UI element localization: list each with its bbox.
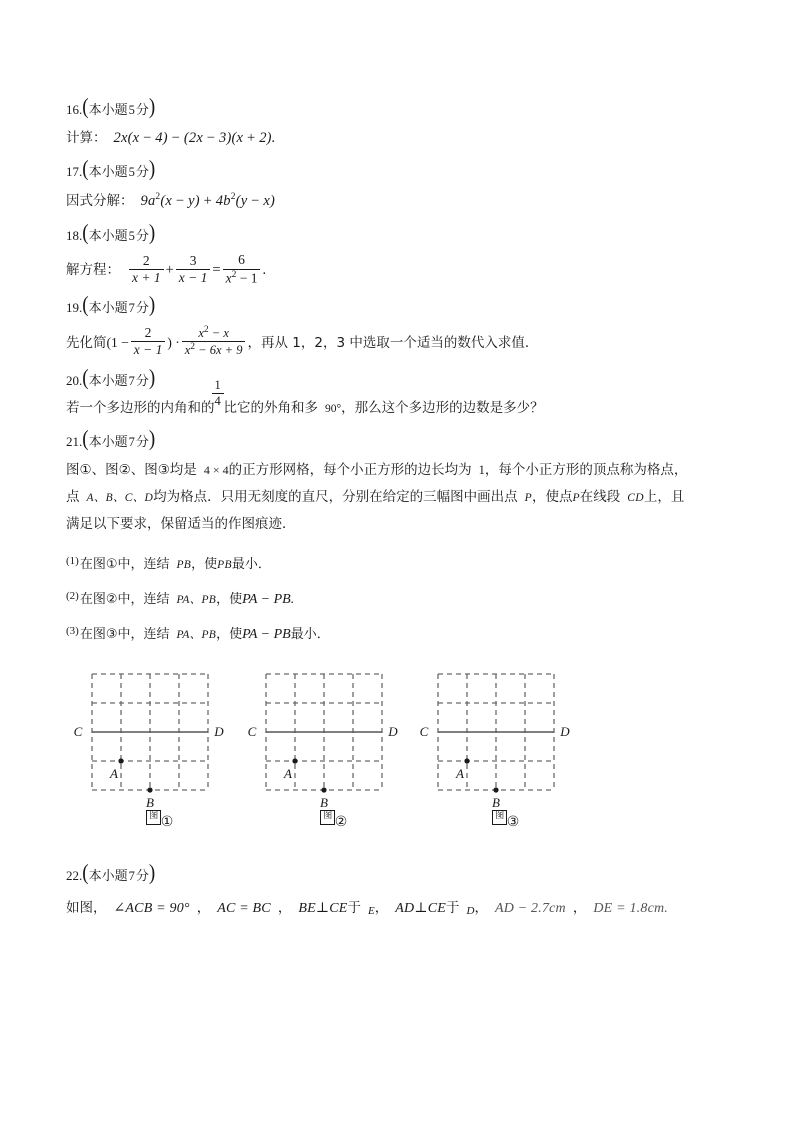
figure-3 [418, 662, 593, 842]
line2-segment-cd: CD [627, 491, 644, 504]
problem-21-heading [66, 427, 734, 455]
line1-part-a: 图①、图②、图③均是 [66, 461, 197, 478]
figure-2-label-d: D [388, 723, 398, 739]
fraction-2 [176, 254, 211, 285]
line1-part-b: 的正方形网格，每个小正方形的边长均为 [228, 461, 472, 478]
q22-condition-3-yu: 于 [347, 899, 362, 916]
q22-condition-4: AD⊥CE [395, 900, 446, 916]
document-content [66, 95, 734, 919]
problem-21-head-prefix: 本小题 [88, 434, 128, 450]
problem-16-head-suffix: 分 [135, 103, 149, 118]
problem-22-head-prefix: 本小题 [88, 868, 128, 884]
line2-point-p2: P [572, 491, 580, 504]
figure-2-label-b: B [320, 794, 328, 810]
subitem-math-a: PA、PB [176, 628, 217, 641]
line2-points: A、B、C、D [86, 491, 154, 504]
problem-19-body [66, 324, 734, 359]
figure-3-svg [418, 662, 593, 812]
problem-19-score: 7 [128, 301, 135, 316]
subitem-text-b: ，使 [191, 556, 218, 572]
problem-16-expression: 2x(x − 4) − (2x − 3)(x + 2). [113, 129, 276, 146]
problem-16-score: 5 [128, 103, 135, 117]
figure-1-svg [72, 662, 247, 812]
subitem-text-c: 最小． [290, 626, 330, 642]
problem-16-head-prefix: 本小题 [88, 103, 128, 118]
problem-21-paragraph-line-1 [66, 461, 734, 479]
problem-18-score: 5 [128, 228, 135, 243]
problem-19-head-suffix: 分 [135, 301, 149, 317]
problem-17-heading [66, 157, 734, 185]
subitem-text-a: 在图②中，连结 [79, 591, 170, 607]
q22-sep-5: ， [572, 899, 587, 916]
figure-2-label-c: C [247, 723, 257, 739]
problem-17-head-prefix: 本小题 [88, 165, 128, 181]
subitem-marker: (1) [66, 554, 79, 567]
q22-condition-3: BE⊥CE [298, 900, 348, 916]
problem-18-number: 18. [66, 227, 83, 243]
problem-20-head-suffix: 分 [135, 373, 149, 389]
paren-close: ) [148, 293, 156, 318]
line1-math: 4 × 4 [203, 462, 229, 477]
subitem-text-b: ，使 [216, 626, 243, 642]
figure-1-label-a: A [110, 765, 118, 781]
paren-open: ( [82, 157, 89, 182]
line2-point-p: P [524, 491, 532, 504]
tu-character: 图 [146, 810, 161, 825]
point-a-dot [118, 758, 123, 763]
problem-20-number: 20. [66, 372, 83, 388]
fraction-denominator: x − 1 [178, 269, 208, 285]
problem-18-head-suffix: 分 [135, 228, 149, 244]
expr-close: ) · [167, 334, 180, 350]
figure-1-caption [72, 810, 247, 830]
fraction-denominator: x − 1 [133, 342, 163, 358]
problem-21-subitem-1 [66, 554, 734, 574]
point-a-dot [292, 758, 297, 763]
subitem-math-b: PB [217, 558, 232, 571]
figure-3-number: ③ [506, 813, 520, 830]
tu-character: 图 [492, 810, 507, 825]
problem-21-paragraph-line-2 [66, 488, 734, 507]
figure-3-label-a: A [456, 765, 464, 781]
problem-21-subitem-2 [66, 589, 734, 609]
subitem-text-b: ，使 [216, 591, 243, 607]
point-a-dot [464, 758, 469, 763]
figure-3-caption [418, 810, 593, 830]
line2-part-c: ，使点 [531, 488, 573, 505]
paren-open: ( [82, 293, 89, 318]
figure-3-label-c: C [419, 723, 429, 739]
paren-open: ( [82, 95, 89, 120]
q22-condition-4-yu: 于 [445, 899, 460, 916]
line2-part-e: 上，且 [643, 488, 685, 505]
q22-text-start: 如图， [66, 899, 107, 916]
figure-2-svg [246, 662, 421, 812]
figure-2-label-a: A [284, 765, 292, 781]
problem-21-figures [66, 662, 734, 842]
fraction-3 [223, 253, 261, 285]
problem-19-tail: ，再从 1，2，3 中选取一个适当的数代入求值． [247, 334, 539, 351]
problem-22-number: 22. [66, 867, 83, 883]
problem-20-text-after: ，那么这个多边形的边数是多少？ [341, 400, 544, 417]
paren-close: ) [148, 95, 156, 120]
point-b-dot [493, 787, 498, 792]
operator-plus: + [165, 262, 174, 279]
problem-20-head-prefix: 本小题 [88, 373, 128, 389]
figure-3-label-b: B [492, 794, 500, 810]
figure-1-number: ① [160, 813, 174, 830]
problem-17-head-suffix: 分 [135, 165, 149, 181]
q22-sep-3: ， [374, 899, 389, 916]
subitem-math-b: PA − PB [242, 626, 291, 642]
problem-21-head-suffix: 分 [135, 434, 149, 450]
problem-21-number: 21. [66, 433, 83, 449]
q22-condition-5: AD − 2.7cm [494, 900, 566, 916]
q22-sep-2: ， [277, 899, 292, 916]
figure-1 [72, 662, 247, 842]
figure-2-caption [246, 810, 421, 830]
problem-20-score: 7 [128, 373, 135, 388]
problem-19-heading [66, 293, 734, 321]
problem-20-heading [66, 365, 734, 394]
problem-19-number: 19. [66, 300, 83, 316]
line3-text: 满足以下要求，保留适当的作图痕迹． [66, 516, 296, 533]
subitem-marker: (2) [66, 589, 79, 602]
q22-condition-1: ∠ACB = 90° [113, 900, 190, 916]
fraction-numerator: 3 [176, 254, 211, 270]
problem-17-body [66, 191, 734, 211]
fraction-numerator: 2 [129, 254, 164, 270]
subitem-marker: (3) [66, 624, 79, 637]
figure-1-label-d: D [214, 723, 224, 739]
angle-value: 90° [325, 403, 342, 416]
paren-close: ) [148, 220, 156, 245]
point-b-dot [147, 787, 152, 792]
paren-close: ) [148, 427, 156, 452]
fraction-numerator: 1 [212, 379, 224, 394]
line1-side-length: 1 [478, 462, 485, 477]
paren-open: ( [82, 220, 89, 245]
problem-22-body [66, 899, 734, 919]
problem-18-head-prefix: 本小题 [88, 228, 128, 244]
fraction-numerator: 6 [223, 253, 261, 269]
figure-1-label-c: C [73, 723, 83, 739]
problem-18-label: 解方程： [66, 262, 120, 279]
period: . [262, 262, 267, 279]
line1-part-d: ，每个小正方形的顶点称为格点， [484, 461, 688, 478]
subitem-text-a: 在图③中，连结 [79, 626, 170, 642]
point-b-dot [321, 787, 326, 792]
q22-point-d: D [466, 904, 475, 917]
q22-condition-6: DE = 1.8cm. [593, 900, 669, 916]
figure-2-number: ② [334, 813, 348, 830]
fraction-2 [182, 326, 246, 358]
problem-22-score: 7 [128, 868, 135, 883]
paren-open: ( [82, 427, 89, 452]
q22-sep-4: ， [474, 899, 488, 916]
figure-1-label-b: B [146, 794, 154, 810]
problem-17-expression: $9a^2(x - y) + 4b^2(y - x)$ [140, 192, 276, 209]
paren-open: ( [82, 861, 89, 886]
fraction-denominator: 4 [214, 393, 221, 408]
problem-19-label: 先化简 [66, 334, 107, 351]
problem-18-body [66, 254, 734, 286]
problem-16-number: 16. [66, 102, 83, 117]
problem-21-subitem-3 [66, 624, 734, 644]
subitem-text-c: 最小． [231, 556, 271, 572]
fraction-denominator: $x^2 - 1$ [225, 269, 258, 286]
q22-point-e: E [368, 904, 375, 917]
figure-2 [246, 662, 421, 842]
figure-3-label-d: D [560, 723, 570, 739]
fraction-1 [131, 326, 166, 357]
subitem-math-a: PA、PB [176, 593, 217, 606]
line2-part-b: 均为格点．只用无刻度的直尺，分别在给定的三幅图中画出点 [153, 488, 518, 505]
problem-17-label: 因式分解： [66, 192, 134, 209]
subitem-math-b: PA − PB. [242, 591, 295, 607]
problem-21-paragraph-line-3 [66, 515, 734, 533]
problem-17-score: 5 [128, 165, 135, 180]
fraction-1 [129, 254, 164, 285]
problem-17-number: 17. [66, 164, 83, 180]
subitem-text-a: 在图①中，连结 [79, 556, 170, 572]
problem-16-heading [66, 95, 734, 123]
fraction-numerator: 2 [131, 326, 166, 342]
line2-part-d: 在线段 [579, 488, 621, 505]
problem-22-heading [66, 861, 734, 889]
paren-close: ) [148, 365, 156, 390]
fraction-denominator: x + 1 [132, 269, 161, 285]
fraction-one-quarter [214, 378, 224, 412]
problem-16-body [66, 129, 734, 149]
problem-22-head-suffix: 分 [135, 868, 149, 884]
fraction-numerator: $x^2 - x$ [182, 326, 246, 342]
problem-20-text-middle: 比它的外角和多 [223, 400, 318, 417]
subitem-math-a: PB [176, 558, 192, 571]
q22-condition-2: AC = BC [217, 900, 271, 916]
problem-18-heading [66, 220, 734, 249]
problem-19-head-prefix: 本小题 [88, 301, 128, 317]
paren-close: ) [148, 157, 156, 182]
q22-sep-1: ， [196, 899, 211, 916]
problem-21-score: 7 [128, 434, 135, 449]
paren-open: ( [82, 365, 89, 390]
paren-close: ) [148, 861, 156, 886]
problem-16-label: 计算： [66, 129, 107, 146]
line2-part-a: 点 [66, 488, 80, 505]
operator-equals: = [212, 262, 221, 279]
tu-character: 图 [320, 810, 335, 825]
fraction-denominator: $x^2 - 6x + 9$ [184, 342, 243, 358]
expr-open: (1 − [106, 334, 129, 350]
problem-20-text-before: 若一个多边形的内角和的 [66, 400, 215, 417]
